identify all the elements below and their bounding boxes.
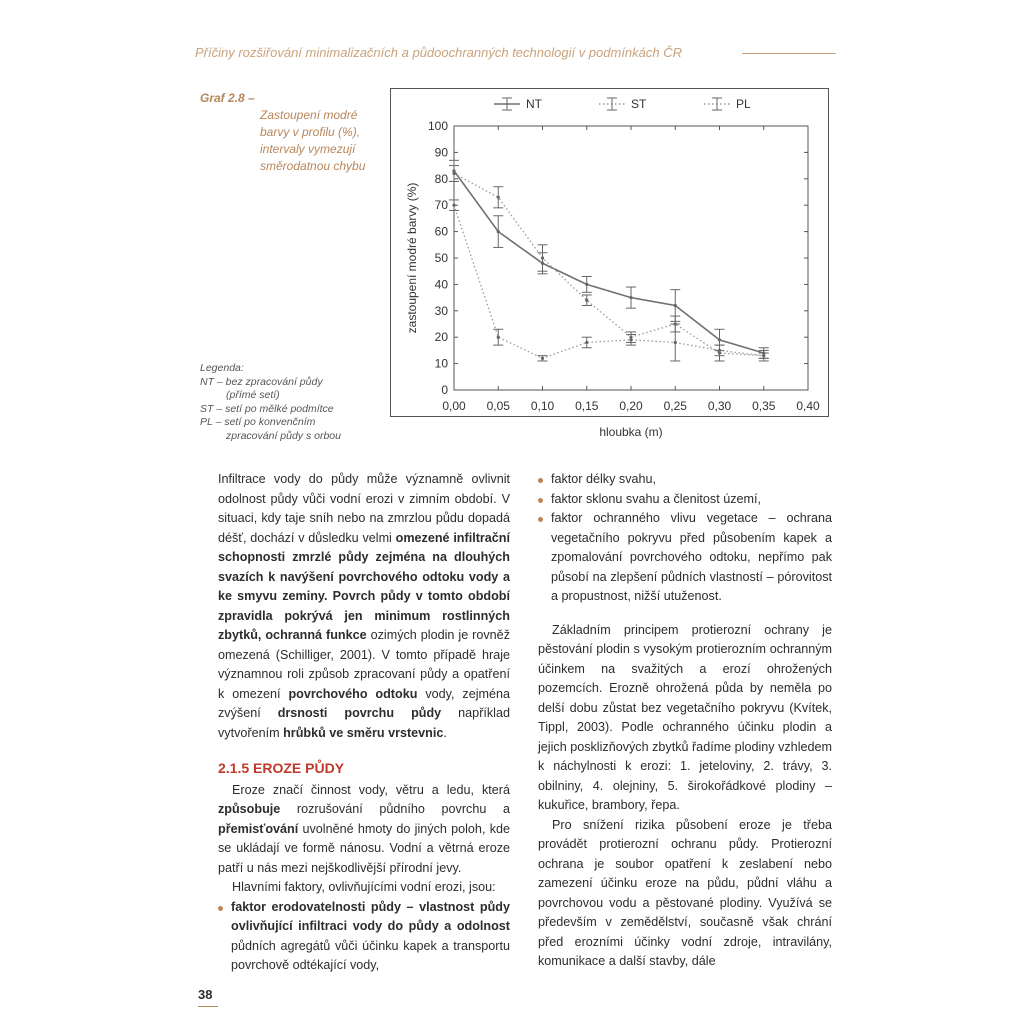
x-tick-label: 0,40	[796, 399, 820, 413]
legend-note-st: ST – setí po mělké podmítce	[200, 402, 334, 415]
legend-note-pl: PL – setí po konvenčním	[200, 416, 316, 428]
x-tick-label: 0,20	[619, 399, 643, 413]
data-point-nt	[629, 296, 632, 299]
legend-note-nt-detail: (přímé setí)	[226, 389, 280, 401]
legend-note	[200, 362, 390, 443]
text-run: Infiltrace vody do půdy může významně ovlivnit odolnost půdy vůči vodní erozi v zimním období. V situaci, kdy taje sníh nebo na zmrzlou půdu dopadá déšť, dochází v důsledku velmi	[218, 472, 510, 545]
text-run-bold: omezené infiltrační schopnosti zmrzlé půdy zejména na dlouhých svazích k navýšení povrchového odtoku vody a ke smyvu zeminy. Povrch půdy v tomto období zpravidla pokrývá jen minimum rostlinných zbytků, ochranná funkce	[218, 530, 510, 642]
data-point-st	[541, 256, 544, 259]
y-tick-label: 100	[427, 119, 448, 133]
figure-caption-text: Zastoupení modré barvy v profilu (%), intervaly vymezují směrodatnou chybu	[260, 108, 366, 173]
y-axis-title: zastoupení modré barvy (%)	[405, 182, 419, 334]
y-tick-label: 10	[434, 356, 448, 371]
x-tick-label: 0,00	[442, 399, 466, 413]
paragraph-protection-principle: Základním principem protierozní ochrany je pěstování plodin s vysokým protierozním ochranným účinkem na svažitých a erozí ohrožených pozemcích. Erozně ohrožená půda by neměla po delší dobu zůstat bez vegetačního pokryvu (Kvítek, Tippl, 2003). Podle ochranného účinku plodin a jejich posklizňových zbytků řadíme plodiny vzhledem k náchylnosti k erozi: 1. jeteloviny, 2. trávy, 3. obilniny, 4. olejniny, 5. širokořádkové plodiny – kukuřice, brambory, řepa.	[538, 622, 832, 812]
paragraph-gap	[538, 607, 832, 621]
y-tick-label: 60	[434, 224, 448, 239]
section-heading: 2.1.5 EROZE PŮDY	[218, 760, 345, 776]
text-run: rozrušování půdního povrchu a	[280, 802, 510, 816]
legend-label-nt: NT	[526, 97, 542, 111]
legend-label-st: ST	[631, 97, 647, 111]
text-run: .	[443, 725, 447, 740]
x-tick-label: 0,05	[486, 399, 510, 413]
text-run-bold: drsnosti povrchu půdy	[277, 706, 442, 720]
figure-caption	[200, 90, 380, 175]
header-rule	[742, 53, 836, 54]
running-title: Příčiny rozšiřování minimalizačních a půdoochranných technologií v podmínkách ČR	[195, 45, 683, 60]
x-tick-label: 0,30	[707, 399, 732, 413]
data-point-st	[585, 299, 588, 302]
data-point-pl	[585, 341, 588, 344]
line-chart	[390, 88, 830, 448]
text-run-bold: povrchového odtoku	[288, 686, 418, 701]
y-tick-label: 70	[434, 198, 448, 213]
data-point-pl	[497, 336, 500, 339]
x-axis-title: hloubka (m)	[599, 425, 663, 439]
legend-note-title: Legenda:	[200, 362, 244, 374]
data-point-pl	[541, 357, 544, 360]
data-point-nt	[718, 338, 721, 341]
data-point-pl	[718, 349, 721, 352]
bullet-slope-length: faktor délky svahu,	[538, 470, 832, 490]
data-point-nt	[497, 230, 500, 233]
data-point-pl	[762, 354, 765, 357]
data-point-pl	[452, 204, 455, 207]
x-tick-label: 0,25	[663, 399, 687, 413]
text-run-bold: faktor erodovatelnosti půdy – vlastnost půdy ovlivňující infiltraci vody do půdy a odolnost	[231, 899, 510, 933]
data-point-st	[497, 196, 500, 199]
paragraph-infiltration	[218, 470, 510, 743]
page-number-rule	[198, 1006, 218, 1007]
series-line-st	[454, 174, 764, 356]
data-point-pl	[674, 341, 677, 344]
legend-note-pl-detail: zpracování půdy s orbou	[226, 429, 341, 442]
paragraph-factors-intro: Hlavními faktory, ovlivňujícími vodní erozi, jsou:	[232, 880, 496, 894]
figure-label: Graf 2.8 –	[200, 91, 255, 105]
data-point-nt	[585, 283, 588, 286]
y-tick-label: 20	[434, 330, 448, 345]
legend-label-pl: PL	[736, 97, 751, 111]
bullet-vegetation: faktor ochranného vlivu vegetace – ochrana vegetačního pokryvu před působením kapek a zpomalování povrchového odtoku, nepřímo pak působí na zlepšení půdních vlastností – pórovitost a propustnost, nižší utuženost.	[538, 509, 832, 607]
text-run-bold: hrůbků ve směru vrstevnic	[283, 725, 444, 740]
text-run-bold: způsobuje	[218, 802, 281, 816]
paragraph-erosion	[218, 781, 510, 879]
data-point-nt	[674, 304, 677, 307]
y-tick-label: 0	[441, 383, 448, 397]
y-tick-label: 80	[434, 171, 448, 186]
left-column	[218, 470, 510, 976]
x-tick-label: 0,35	[752, 399, 776, 413]
bullet-erodibility	[218, 898, 510, 976]
data-point-pl	[629, 338, 632, 341]
paragraph-protection-measures: Pro snížení rizika působení eroze je třeba provádět protierozní ochranu půdy. Protierozní ochrana je soubor opatření k zeslabení nebo zamezení účinku eroze na půdu, půdní vláhu a povrchovou vodu a pěstované plodiny. Využívá se především v zemědělství, současně však chrání před erozními účinky vodní zdroje, intravilány, komunikace a další stavby, dále	[538, 817, 832, 968]
text-run: Eroze značí činnost vody, větru a ledu, která	[232, 782, 510, 797]
text-run: půdních agregátů vůči účinku kapek a transportu povrchově odtékající vody,	[231, 938, 510, 972]
bullet-slope-gradient: faktor sklonu svahu a členitost území,	[538, 490, 832, 510]
x-tick-label: 0,15	[575, 399, 599, 413]
text-run: ozimých plodin je rovněž omezená (Schilliger, 2001). V tomto případě hraje významnou roli způsob zpracovaní půdy a opatření k omezení	[218, 628, 510, 701]
chart-frame	[391, 89, 829, 417]
page-number: 38	[198, 987, 213, 1002]
text-run: například vytvořením	[218, 706, 510, 740]
y-tick-label: 50	[434, 251, 448, 265]
text-run: vody, zejména zvýšení	[218, 686, 511, 720]
y-tick-label: 40	[434, 277, 448, 292]
series-line-pl	[454, 205, 764, 358]
right-column	[538, 470, 832, 972]
data-point-st	[452, 172, 455, 175]
y-tick-label: 30	[434, 303, 448, 318]
x-tick-label: 0,10	[530, 399, 555, 413]
text-run-bold: přemisťování	[218, 821, 299, 836]
text-run: uvolněné hmoty do jiných poloh, kde se ukládají ve formě nánosu. Vodní a větrná eroze patří u nás mezi nejškodlivější přírodní jevy.	[218, 821, 510, 875]
legend-note-nt: NT – bez zpracování půdy	[200, 375, 323, 388]
y-tick-label: 90	[434, 145, 448, 160]
series-line-nt	[454, 171, 764, 353]
